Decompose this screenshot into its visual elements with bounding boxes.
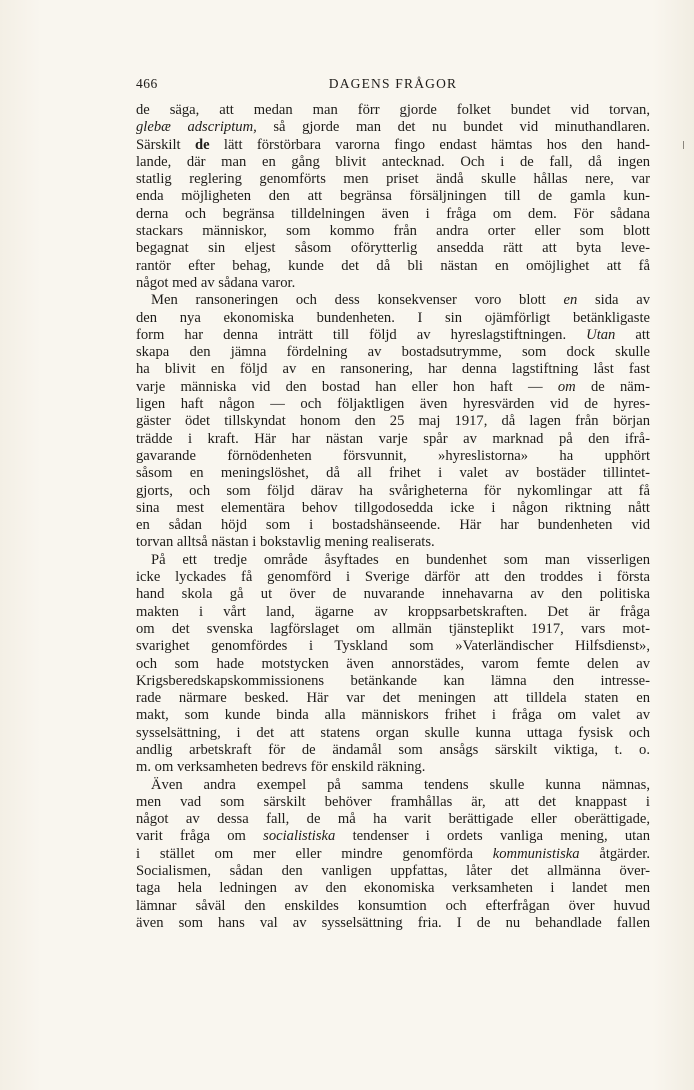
text-line bbox=[136, 690, 650, 707]
text-segment: lämnar såväl den enskildes konsumtion och efterfrågan över huvud bbox=[136, 897, 650, 914]
text-line bbox=[136, 275, 650, 292]
italic-text: kommunistiska bbox=[492, 845, 580, 862]
text-segment: makt, som kunde binda alla människors frihet i fråga om valet av bbox=[136, 707, 650, 724]
text-line bbox=[136, 379, 650, 396]
italic-text: glebæ adscriptum, bbox=[136, 119, 257, 136]
text-segment: På ett tredje område åsyftades en bundenhet som man visserligen bbox=[151, 551, 650, 568]
text-line bbox=[136, 500, 650, 517]
text-line bbox=[136, 552, 650, 569]
text-segment: form har denna inträtt till följd av hyreslagstiftningen. bbox=[136, 326, 587, 343]
text-segment: derna och begränsa tilldelningen även i fråga om dem. För sådana bbox=[136, 205, 650, 222]
text-line bbox=[136, 742, 650, 759]
text-line bbox=[136, 396, 650, 413]
text-segment: i stället om mer eller mindre genomförda bbox=[136, 845, 493, 862]
text-segment: Krigsberedskapskommissionens betänkande kan lämna den intresse- bbox=[136, 672, 650, 689]
page-number: 466 bbox=[136, 76, 158, 91]
text-line bbox=[136, 863, 650, 880]
text-line bbox=[136, 517, 650, 534]
text-line bbox=[136, 898, 650, 915]
text-segment: något med av sådana varor. bbox=[136, 274, 296, 291]
text-segment: men vad som särskilt behöver framhållas är, att det knappast i bbox=[136, 793, 650, 810]
italic-text: om bbox=[557, 378, 576, 395]
running-head: DAGENS FRÅGOR bbox=[328, 76, 458, 91]
text-line bbox=[136, 171, 650, 188]
text-line bbox=[136, 188, 650, 205]
text-segment: enda möjligheten den att begränsa försäljningen till de gamla kun- bbox=[136, 188, 650, 205]
text-segment: stackars människor, som kommo från andra orter eller som blott bbox=[136, 223, 650, 240]
text-line bbox=[136, 880, 650, 897]
text-line bbox=[136, 137, 650, 154]
text-line bbox=[136, 707, 650, 724]
body-text bbox=[136, 102, 650, 932]
text-line bbox=[136, 915, 650, 932]
text-line bbox=[136, 759, 650, 776]
text-line bbox=[136, 310, 650, 327]
text-segment: varit fråga om bbox=[136, 828, 264, 845]
text-line bbox=[136, 292, 650, 309]
italic-text: socialistiska bbox=[263, 828, 336, 845]
bold-text: de bbox=[194, 136, 210, 153]
text-segment: gjorts, och som följd därav ha svårigheterna för nykomlingar att få bbox=[136, 482, 650, 499]
text-line bbox=[136, 361, 650, 378]
text-segment: såsom en meningslöshet, då all frihet i valet av bostäder tillintet- bbox=[136, 465, 650, 482]
text-segment: statlig reglering genomförts men priset ändå skulle hållas nere, var bbox=[136, 171, 650, 188]
text-line bbox=[136, 673, 650, 690]
text-segment: torvan alltså nästan i bokstavlig mening realiserats. bbox=[136, 534, 435, 551]
text-segment: Men ransoneringen och dess konsekvenser voro blott bbox=[151, 292, 564, 309]
text-segment: även som hans val av sysselsättning fria. I de nu behandlade fallen bbox=[136, 914, 650, 931]
text-line bbox=[136, 119, 650, 136]
text-segment: Särskilt bbox=[136, 136, 195, 153]
text-line bbox=[136, 777, 650, 794]
text-segment: ligen haft någon — och följaktligen även hyresvärden vid de hyres- bbox=[136, 396, 650, 413]
text-segment: ha blivit en följd av en ransonering, har denna lagstiftning låst fast bbox=[136, 361, 650, 378]
text-line bbox=[136, 794, 650, 811]
text-segment: Även andra exempel på samma tendens skulle kunna nämnas, bbox=[151, 776, 650, 793]
text-segment: tendenser i ordets vanliga mening, utan bbox=[335, 828, 650, 845]
text-segment: lätt förstörbara varorna fingo endast hämtas hos den hand- bbox=[209, 136, 650, 153]
text-segment: de säga, att medan man förr gjorde folket bundet vid torvan, bbox=[136, 102, 650, 118]
text-segment: m. om verksamheten bedrevs för enskild räkning. bbox=[136, 759, 426, 776]
text-line bbox=[136, 586, 650, 603]
text-segment: makten i vårt land, ägarne av kroppsarbetskraften. Det är fråga bbox=[136, 603, 650, 620]
text-segment: de näm- bbox=[575, 378, 650, 395]
text-line bbox=[136, 621, 650, 638]
text-line bbox=[136, 206, 650, 223]
text-line bbox=[136, 534, 650, 551]
text-line bbox=[136, 413, 650, 430]
text-segment: andlig arbetskraft för de ändamål som ansågs särskilt viktiga, t. o. bbox=[136, 741, 650, 758]
text-line bbox=[136, 344, 650, 361]
text-line bbox=[136, 483, 650, 500]
text-line bbox=[136, 448, 650, 465]
text-line bbox=[136, 569, 650, 586]
italic-text: Utan bbox=[586, 326, 616, 343]
text-line bbox=[136, 638, 650, 655]
text-segment: att bbox=[615, 326, 650, 343]
margin-mark bbox=[683, 141, 684, 149]
text-segment: taga hela ledningen av den ekonomiska verksamheten i landet men bbox=[136, 880, 650, 897]
text-line bbox=[136, 223, 650, 240]
text-line bbox=[136, 258, 650, 275]
text-segment: något av dessa fall, de må ha varit berättigade eller oberättigade, bbox=[136, 811, 650, 828]
italic-text: en bbox=[563, 292, 578, 309]
text-segment: varje människa vid den bostad han eller hon haft — bbox=[136, 378, 558, 395]
text-segment: icke lyckades få genomförd i Sverige därför att den troddes i första bbox=[136, 569, 650, 586]
text-segment: gavarande förnödenheten försvunnit, »hyreslistorna» ha upphört bbox=[136, 447, 650, 464]
text-segment: hand skola gå ut över de nuvarande innehavarna av den politiska bbox=[136, 586, 650, 603]
text-segment: svarighet genomfördes i Tyskland som »Vaterländischer Hilfsdienst», bbox=[136, 638, 650, 655]
text-segment: den nya ekonomiska bundenheten. I sin ojämförligt betänkligaste bbox=[136, 309, 650, 326]
text-segment: sysselsättning, i det att statens organ skulle kunna uttaga fysisk och bbox=[136, 724, 650, 741]
text-line bbox=[136, 846, 650, 863]
text-line bbox=[136, 725, 650, 742]
text-segment: och som hade motstycken även annorstädes, varom femte delen av bbox=[136, 655, 650, 672]
text-segment: skapa den jämna fördelning av bostadsutrymme, som dock skulle bbox=[136, 344, 650, 361]
page-header bbox=[136, 76, 650, 96]
text-segment: lande, där man en gång blivit antecknad. Och i de fall, då ingen bbox=[136, 153, 650, 170]
text-line bbox=[136, 240, 650, 257]
text-segment: trädde i kraft. Här har nästan varje spår av marknad på den ifrå- bbox=[136, 430, 650, 447]
text-line bbox=[136, 656, 650, 673]
text-segment: sida av bbox=[577, 292, 650, 309]
text-segment: åtgärder. bbox=[579, 845, 650, 862]
text-line bbox=[136, 154, 650, 171]
text-segment: gäster ödet tillskyndat honom den 25 maj 1917, då lagen från början bbox=[136, 413, 650, 430]
text-segment: Socialismen, sådan den vanligen uppfattas, låter det allmänna över- bbox=[136, 863, 650, 880]
text-segment: rade närmare besked. Här var det meningen att tilldela staten en bbox=[136, 690, 650, 707]
text-segment: begagnat sin eljest såsom oförytterlig ansedda rätt att byta leve- bbox=[136, 240, 650, 257]
text-segment: så gjorde man det nu bundet vid minuthandlaren. bbox=[256, 119, 650, 136]
text-line bbox=[136, 465, 650, 482]
text-segment: en sådan höjd som i bostadshänseende. Här har bundenheten vid bbox=[136, 517, 650, 534]
text-line bbox=[136, 604, 650, 621]
text-segment: sina mest elementära behov tillgodosedda icke i någon riktning nått bbox=[136, 499, 650, 516]
text-segment: rantör efter behag, kunde det då bli nästan en omöjlighet att få bbox=[136, 257, 650, 274]
text-line bbox=[136, 811, 650, 828]
text-line bbox=[136, 828, 650, 845]
text-segment: om det svenska lagförslaget om allmän tjänsteplikt 1917, vars mot- bbox=[136, 620, 650, 637]
text-line bbox=[136, 102, 650, 119]
text-line bbox=[136, 327, 650, 344]
text-line bbox=[136, 431, 650, 448]
